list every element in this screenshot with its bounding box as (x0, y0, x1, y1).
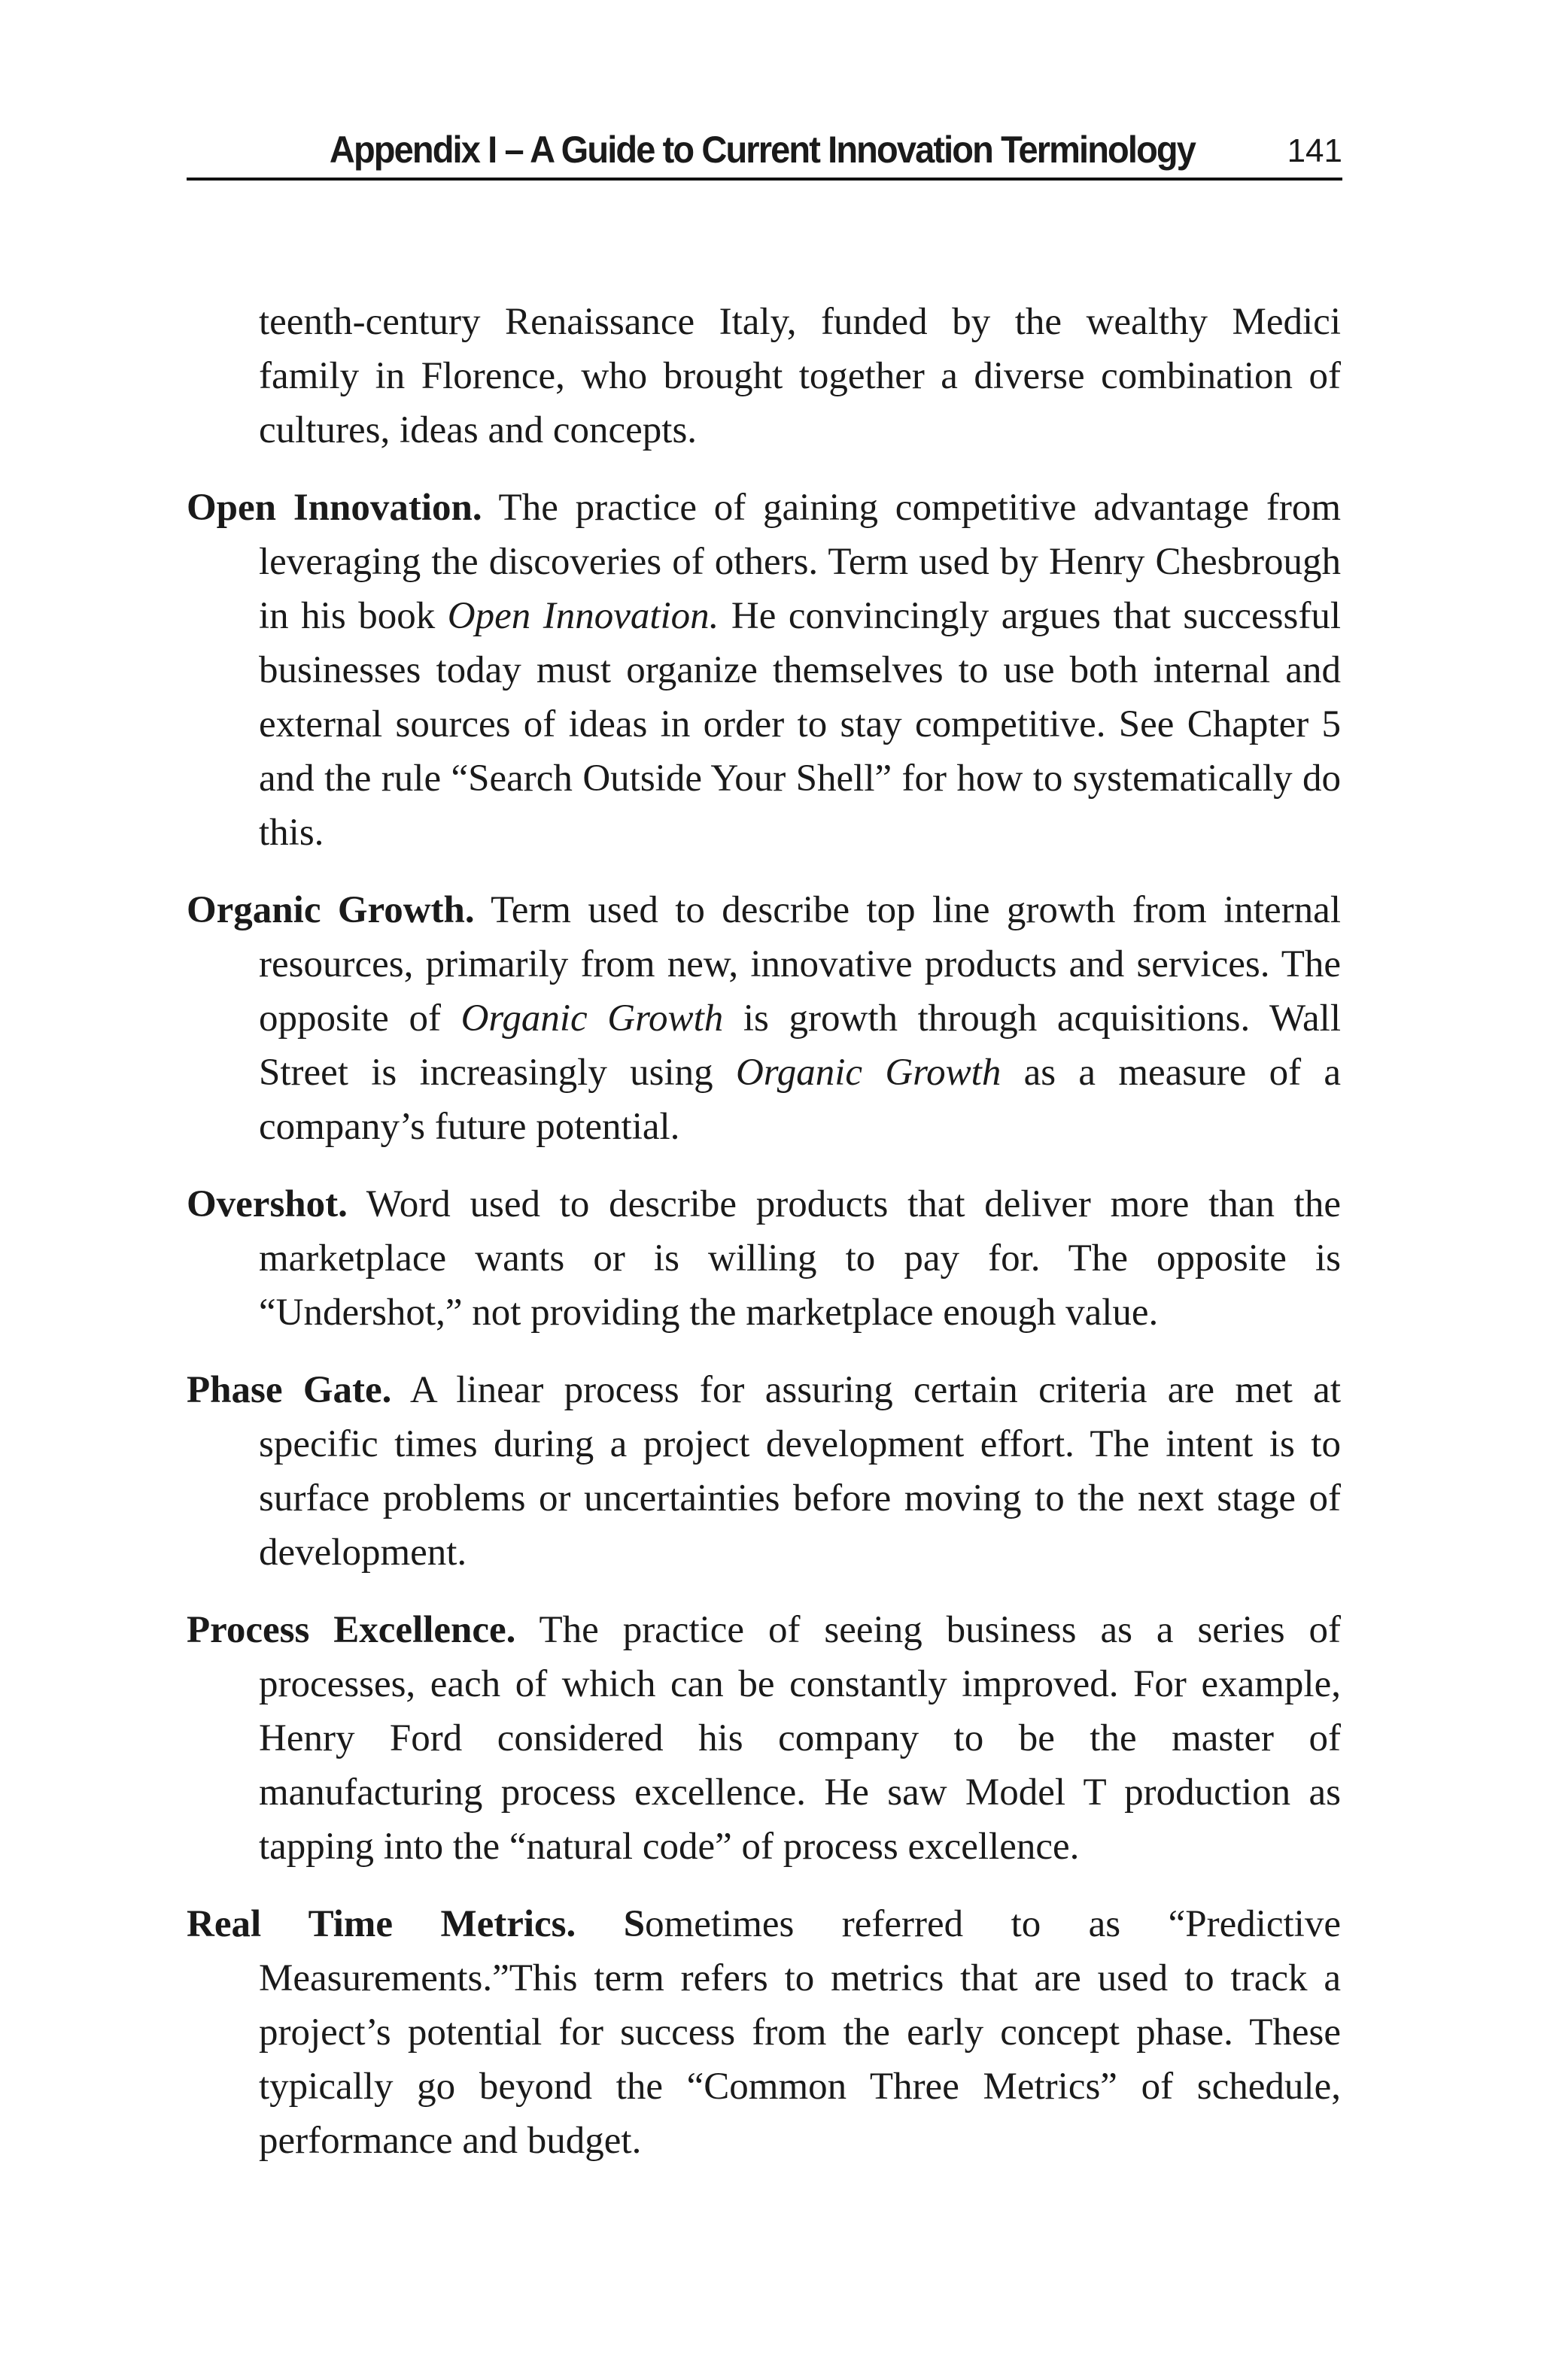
definition-text: Word used to describe products that deliver more than the marketplace wants or is willing to pay for. The opposite is “Undershot,” not providing the marketplace enough value. (259, 1183, 1341, 1334)
definition-text: He convincingly argues that successful businesses today must organize themselves to use both internal and external sources of ideas in order to stay competitive. See Chapter 5 and the rule “Search Outside Your Shell” for how to systematically do this. (259, 595, 1341, 854)
definition-text: is growth through acquisitions. Wall Street is increasingly using (259, 997, 1342, 1094)
definition-text: The practice of gaining competitive advantage from leveraging the discoveries of others. Term used by Henry Chesbrough in his book (259, 487, 1341, 637)
glossary-entry-real-time-metrics (187, 1897, 1341, 2168)
book-title-italic: Open Innovation. (447, 595, 719, 637)
glossary-term: Organic Growth. (187, 889, 475, 931)
glossary-entry-phase-gate (187, 1363, 1341, 1580)
glossary-term: Open Innovation. (187, 487, 482, 529)
glossary-term: Phase Gate. (187, 1369, 392, 1411)
continued-text: teenth-century Renaissance Italy, funded by the wealthy Medici family in Florence, who brought together a diverse combination of cultures, ideas and concepts. (259, 301, 1341, 451)
definition-text: as a measure of a company’s future potential. (259, 1052, 1341, 1148)
running-header-title: Appendix I – A Guide to Current Innovation Terminology (329, 129, 1196, 171)
glossary-term: Overshot. (187, 1183, 348, 1225)
definition-text: ometimes referred to as “Predictive Measurements.”This term refers to metrics that are used to track a project’s potential for success from the early concept phase. These typically go beyond the “Common Three Metrics” of schedule, performance and budget. (259, 1903, 1341, 2162)
glossary-entry-overshot (187, 1177, 1341, 1340)
definition-text: A linear process for assuring certain criteria are met at specific times during a project development effort. The intent is to surface problems or uncertainties before moving to the next stage of development. (259, 1369, 1341, 1574)
glossary-entry-process-excellence (187, 1603, 1341, 1874)
definition-text: The practice of seeing business as a series of processes, each of which can be constantly improved. For example, Henry Ford considered his company to be the master of manufacturing process excellence. He saw Model T production as tapping into the “natural code” of process excellence. (259, 1609, 1341, 1868)
glossary-term: Real Time Metrics. S (187, 1903, 646, 1945)
continued-paragraph (259, 295, 1341, 457)
definition-text: Term used to describe top line growth from internal resources, primarily from new, innovative products and services. The opposite of (259, 889, 1341, 1040)
header-rule (187, 178, 1342, 181)
glossary-body (187, 295, 1341, 2191)
glossary-entry-organic-growth (187, 883, 1341, 1154)
page-number: 141 (1287, 132, 1342, 169)
italic-term: Organic Growth (735, 1052, 1001, 1094)
italic-term: Organic Growth (460, 997, 724, 1040)
running-header (187, 119, 1342, 181)
glossary-term: Process Excellence. (187, 1609, 516, 1651)
glossary-entry-open-innovation (187, 481, 1341, 860)
